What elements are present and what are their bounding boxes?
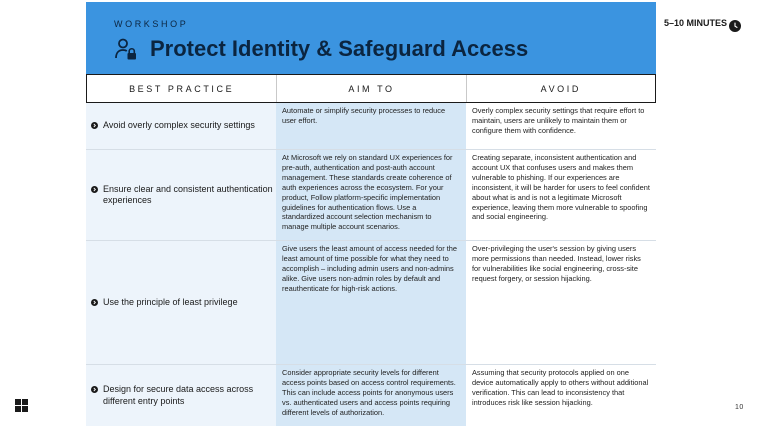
header-banner [86, 2, 656, 74]
table-row [86, 241, 656, 365]
column-header-avoid: AVOID [466, 75, 655, 102]
aim-to-cell: Give users the least amount of access needed for the least amount of time possible for what they need to accomplish – including admin users and non-admins alike. Give users non-admin roles by default and reauthenticate for high-risk actions. [276, 241, 466, 364]
page-title: Protect Identity & Safeguard Access [150, 36, 529, 61]
duration-label: 5–10 MINUTES [664, 18, 728, 28]
arrow-circle-icon [91, 186, 98, 193]
aim-to-cell: Automate or simplify security processes to reduce user effort. [276, 103, 466, 149]
best-practice-label: Use the principle of least privilege [103, 296, 238, 307]
aim-to-cell: Consider appropriate security levels for different access points based on access control requirements. This can include access points for anonymous users vs. authenticated users and access points requiring different levels of authorization. [276, 365, 466, 426]
avoid-cell: Creating separate, inconsistent authentication and account UX that confuses users and makes them vulnerable to phishing. If our experiences are inconsistent, it will be harder for users to feel confident about what is and is not a legitimate Microsoft experience, leaving them more vulnerable to spoofing and social engineering. [466, 150, 656, 240]
best-practice-label: Avoid overly complex security settings [103, 120, 255, 131]
arrow-circle-icon [91, 386, 98, 393]
table-row [86, 150, 656, 241]
clock-icon [729, 20, 741, 32]
best-practice-label: Design for secure data access across different entry points [103, 384, 254, 406]
practices-table [86, 74, 656, 426]
best-practice-cell [86, 365, 276, 426]
duration-badge [664, 17, 741, 29]
best-practice-label: Ensure clear and consistent authentication experiences [103, 183, 273, 205]
best-practice-cell [86, 150, 276, 240]
windows-logo-icon [15, 399, 28, 412]
arrow-circle-icon [91, 122, 98, 129]
arrow-circle-icon [91, 299, 98, 306]
kicker-label: WORKSHOP [114, 19, 189, 29]
avoid-cell: Over-privileging the user's session by giving users more permissions than needed. Instead, lower risks for vulnerabilities like social engineering, cross-site request forgery, or session hijacking. [466, 241, 656, 364]
best-practice-cell [86, 241, 276, 364]
column-header-aim-to: AIM TO [276, 75, 465, 102]
table-header [86, 74, 656, 103]
title-row [114, 36, 528, 62]
avoid-cell: Overly complex security settings that require effort to maintain, users are unlikely to maintain them or configure them with confidence. [466, 103, 656, 149]
avoid-cell: Assuming that security protocols applied on one device automatically apply to others without additional verification. This can lead to inconsistency that introduces risk like session hijacking. [466, 365, 656, 426]
best-practice-cell [86, 103, 276, 149]
table-row [86, 365, 656, 426]
person-lock-icon [114, 37, 138, 61]
column-header-best-practice: BEST PRACTICE [129, 83, 235, 94]
page-number: 10 [735, 404, 744, 411]
table-row [86, 103, 656, 150]
aim-to-cell: At Microsoft we rely on standard UX experiences for pre-auth, authentication and post-auth account management. These standards create coherence of auth experiences across the ecosystem. For your product, Follow platform-specific implementation guidelines for authentication flows. Use a standardized account selection mechanism to manage multiple account scenarios. [276, 150, 466, 240]
